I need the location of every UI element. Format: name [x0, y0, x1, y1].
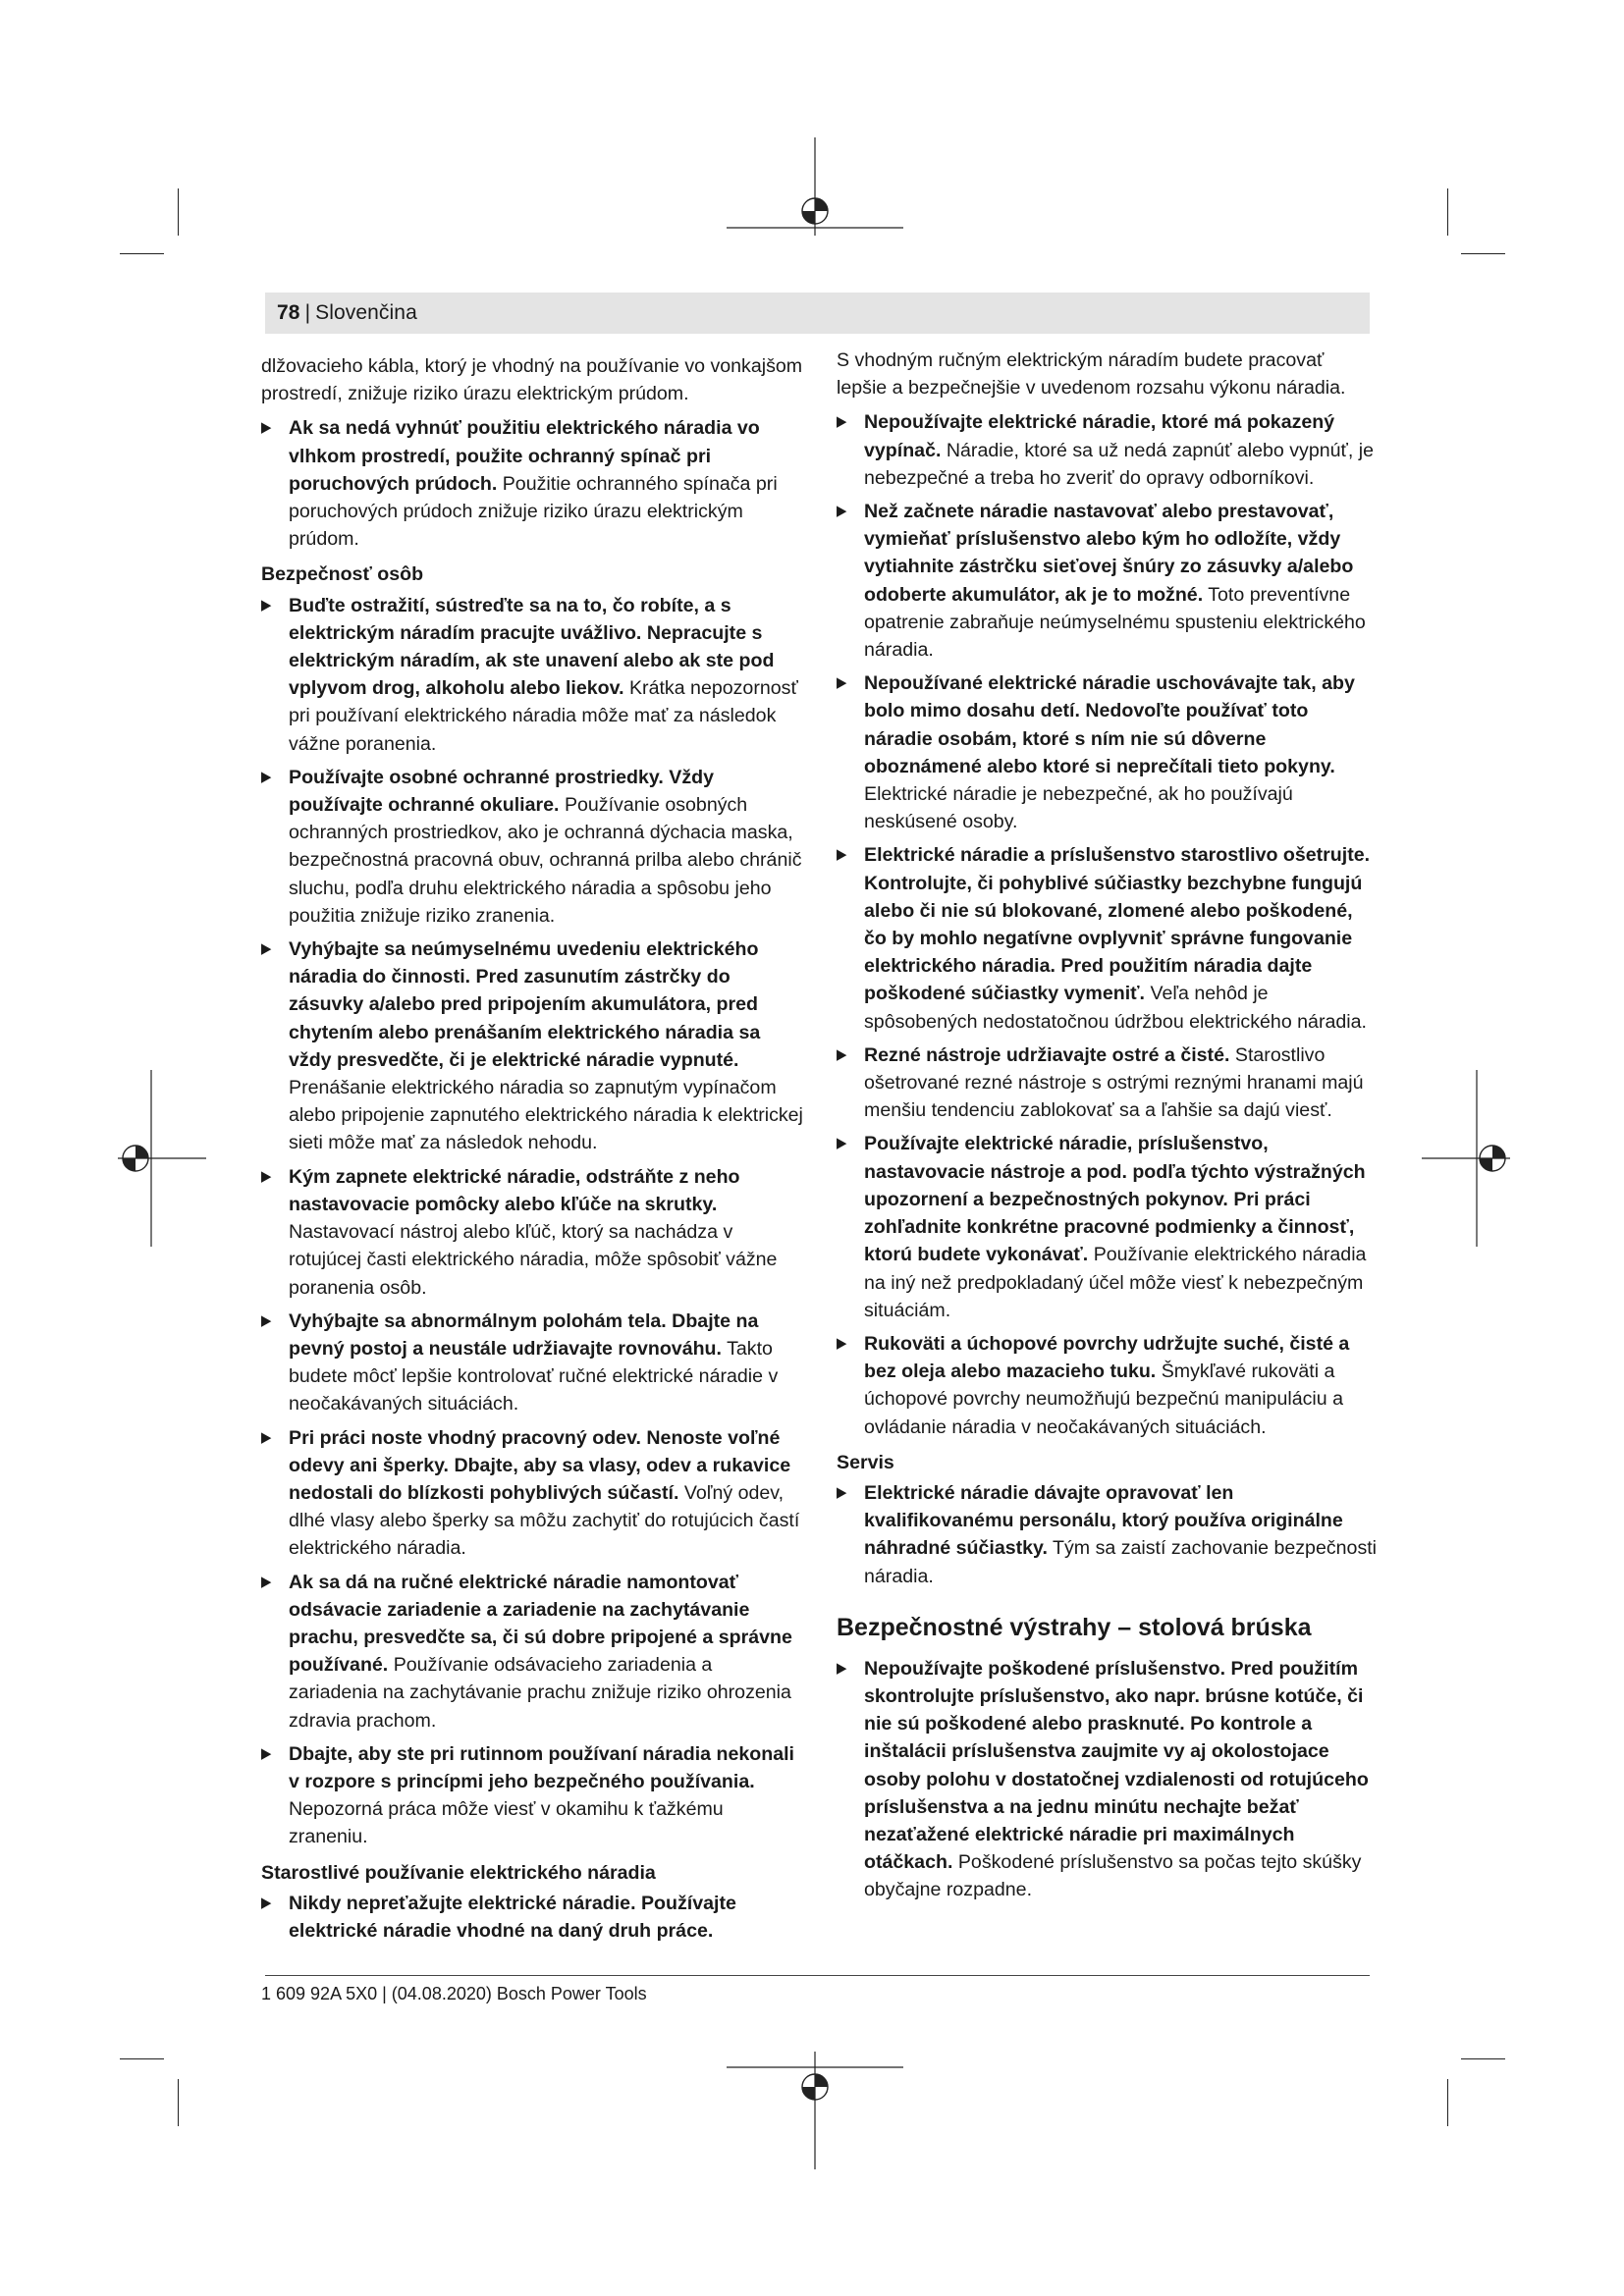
page-number: 78	[277, 301, 300, 324]
item-bold-text: Než začnete náradie nastavovať alebo prestavovať, vymieňať príslušenstvo alebo kým ho odložíte, vždy vytiahnite zástrčku sieťovej šnúry zo zásuvky a/alebo odoberte akumulátor, ak je to možné.	[864, 501, 1354, 606]
bullet-arrow-icon: ▶	[261, 1428, 272, 1446]
bullet-arrow-icon: ▶	[837, 1659, 847, 1677]
crop-mark	[120, 253, 164, 254]
crop-mark	[178, 2079, 179, 2126]
list-item	[837, 1330, 1379, 1441]
list-item	[261, 1740, 803, 1851]
item-text: Tým sa zaistí zachovanie bezpečnosti náradia.	[864, 1537, 1378, 1587]
item-text: Nepozorná práca môže viesť v okamihu k ťažkému zraneniu.	[289, 1798, 724, 1848]
item-text: Takto budete môcť lepšie kontrolovať ručné elektrické náradie v neočakávaných situáciách.	[289, 1337, 779, 1415]
item-bold-text: Elektrické náradie dávajte opravovať len kvalifikovanému personálu, ktorý používa originálne náhradné súčiastky.	[864, 1481, 1343, 1560]
registration-mark-right-icon	[1422, 1070, 1520, 1247]
item-bold-text: Používajte elektrické náradie, príslušenstvo, nastavovacie nástroje a pod. podľa týchto výstražných upozornení a bezpečnostných pokynov. Pri práci zohľadnite konkrétne pracovné podmienky a činnosť, ktorú budete vykonávať.	[864, 1133, 1366, 1266]
item-text: Poškodené príslušenstvo sa počas tejto skúšky obyčajne rozpadne.	[864, 1851, 1362, 1901]
item-bold-text: Nepoužívané elektrické náradie uschovávajte tak, aby bolo mimo dosahu detí. Nedovoľte používať toto náradie osobám, ktoré s ním nie sú dôverne oboznámené alebo ktoré si neprečítali tieto pokyny.	[864, 672, 1355, 777]
item-bold-text: Rezné nástroje udržiavajte ostré a čisté.	[864, 1043, 1230, 1066]
subheading: Bezpečnosť osôb	[261, 563, 424, 586]
list-item	[837, 1479, 1379, 1590]
item-text: Používanie odsávacieho zariadenia a zariadenia na zachytávanie prachu znižuje riziko ohrozenia zdravia prachom.	[289, 1654, 791, 1732]
page-footer: 1 609 92A 5X0 | (04.08.2020) Bosch Power Tools	[261, 1984, 647, 2003]
registration-mark-top-icon	[727, 137, 903, 255]
crop-mark	[1447, 188, 1448, 236]
bullet-arrow-icon: ▶	[837, 1334, 847, 1352]
list-item	[261, 1308, 803, 1418]
list-item	[837, 1130, 1379, 1323]
item-text: Elektrické náradie je nebezpečné, ak ho používajú neskúsené osoby.	[864, 783, 1293, 833]
subheading: Starostlivé používanie elektrického náradia	[261, 1861, 656, 1884]
page-header	[265, 293, 1370, 334]
list-item	[837, 408, 1379, 492]
list-item	[837, 841, 1379, 1035]
bullet-arrow-icon: ▶	[261, 1744, 272, 1762]
crop-mark	[1461, 2058, 1505, 2059]
section-title: Bezpečnostné výstrahy – stolová brúska	[837, 1613, 1312, 1641]
list-item	[837, 498, 1379, 664]
item-text: Šmykľavé rukoväti a úchopové povrchy neumožňujú bezpečnú manipuláciu a ovládanie náradia v neočakávaných situáciách.	[864, 1361, 1343, 1438]
item-bold-text: Nikdy nepreťažujte elektrické náradie. Používajte elektrické náradie vhodné na daný druh práce.	[289, 1892, 736, 1942]
item-bold-text: Používajte osobné ochranné prostriedky. Vždy používajte ochranné okuliare.	[289, 766, 714, 817]
list-item	[261, 764, 803, 930]
bullet-arrow-icon: ▶	[261, 1573, 272, 1590]
crop-mark	[178, 188, 179, 236]
list-item	[261, 1163, 803, 1302]
bullet-arrow-icon: ▶	[261, 1311, 272, 1329]
item-bold-text: Vyhýbajte sa abnormálnym polohám tela. Dbajte na pevný postoj a neustále udržiavajte rovnováhu.	[289, 1309, 759, 1360]
item-bold-text: Nepoužívajte poškodené príslušenstvo. Pred použitím skontrolujte príslušenstvo, ako napr. brúsne kotúče, či nie sú poškodené alebo prasknuté. Po kontrole a inštalácii príslušenstva zaujmite vy aj okolostojace osoby polohu v dostatočnej vzdialenosti od rotujúceho príslušenstva a na jednu minútu nechajte bežať nezaťažené elektrické náradie pri maximálnych otáčkach.	[864, 1657, 1369, 1874]
header-language: Slovenčina	[315, 301, 417, 324]
item-bold-text: Dbajte, aby ste pri rutinnom používaní náradia nekonali v rozpore s princípmi jeho bezpečného používania.	[289, 1742, 794, 1792]
list-item	[261, 935, 803, 1157]
item-text: Krátka nepozornosť pri používaní elektrického náradia môže mať za následok vážne poranenia.	[289, 677, 798, 755]
item-bold-text: Kým zapnete elektrické náradie, odstráňte z neho nastavovacie pomôcky alebo kľúče na skrutky.	[289, 1165, 740, 1215]
item-bold-text: Rukoväti a úchopové povrchy udržujte suché, čisté a bez oleja alebo mazacieho tuku.	[864, 1332, 1350, 1383]
registration-mark-left-icon	[108, 1070, 206, 1247]
registration-mark-bottom-icon	[727, 2032, 903, 2179]
item-bold-text: Elektrické náradie a príslušenstvo starostlivo ošetrujte. Kontrolujte, či pohyblivé súčiastky bezchybne fungujú alebo či nie sú blokované, zlomené alebo poškodené, čo by mohlo negatívne ovplyvniť správne fungovanie elektrického náradia. Pred použitím náradia dajte poškodené súčiastky vymeniť.	[864, 844, 1371, 1005]
bullet-arrow-icon: ▶	[837, 1045, 847, 1063]
item-text: Starostlivo ošetrované rezné nástroje s ostrými reznými hranami majú menšiu tendenciu zablokovať sa a ľahšie sa dajú viesť.	[864, 1043, 1364, 1122]
list-item	[261, 1569, 803, 1735]
footer-divider	[265, 1975, 1370, 1976]
bullet-arrow-icon: ▶	[261, 1894, 272, 1911]
item-text: Prenášanie elektrického náradia so zapnutým vypínačom alebo pripojenie zapnutého elektrického náradia k elektrickej sieti môže mať za následok nehodu.	[289, 1077, 803, 1154]
bullet-arrow-icon: ▶	[837, 413, 847, 431]
item-text: Použitie ochranného spínača pri poruchových prúdoch znižuje riziko úrazu elektrickým prúdom.	[289, 472, 778, 551]
item-text: Veľa nehôd je spôsobených nedostatočnou údržbou elektrického náradia.	[864, 983, 1367, 1033]
item-bold-text: Ak sa nedá vyhnúť použitiu elektrického náradia vo vlhkom prostredí, použite ochranný spínač pri poruchových prúdoch.	[289, 417, 760, 495]
list-item	[261, 414, 803, 553]
item-text: Náradie, ktoré sa už nedá zapnúť alebo vypnúť, je nebezpečné a treba ho zveriť do opravy odborníkovi.	[864, 439, 1375, 489]
bullet-arrow-icon: ▶	[837, 503, 847, 520]
subheading: Servis	[837, 1451, 894, 1473]
crop-mark	[1461, 253, 1505, 254]
item-bold-text: Pri práci noste vhodný pracovný odev. Nenoste voľné odevy ani šperky. Dbajte, aby sa vlasy, odev a rukavice nedostali do blízkosti pohyblivých súčastí.	[289, 1426, 791, 1504]
list-item	[837, 1655, 1379, 1904]
bullet-arrow-icon: ▶	[837, 1135, 847, 1152]
list-item	[837, 669, 1379, 835]
item-text: Používanie elektrického náradia na iný než predpokladaný účel môže viesť k nebezpečným situáciám.	[864, 1244, 1367, 1321]
bullet-arrow-icon: ▶	[837, 846, 847, 864]
list-item	[837, 1041, 1379, 1125]
continued-paragraph: dlžovacieho kábla, ktorý je vhodný na používanie vo vonkajšom prostredí, znižuje riziko úrazu elektrickým prúdom.	[261, 355, 803, 405]
crop-mark	[120, 2058, 164, 2059]
crop-mark	[1447, 2079, 1448, 2126]
item-text: Toto preventívne opatrenie zabraňuje neúmyselnému spusteniu elektrického náradia.	[864, 583, 1366, 662]
list-item	[261, 592, 803, 758]
continued-paragraph: S vhodným ručným elektrickým náradím budete pracovať lepšie a bezpečnejšie v uvedenom rozsahu výkonu náradia.	[837, 349, 1346, 400]
item-bold-text: Vyhýbajte sa neúmyselnému uvedeniu elektrického náradia do činnosti. Pred zasunutím zástrčky do zásuvky a/alebo pred pripojením akumulátora, pred chytením alebo prenášaním elektrického náradia sa vždy presvedčte, či je elektrické náradie vypnuté.	[289, 938, 761, 1071]
right-column	[837, 347, 1379, 1910]
bullet-arrow-icon: ▶	[837, 674, 847, 692]
bullet-arrow-icon: ▶	[261, 940, 272, 958]
item-text: Používanie osobných ochranných prostriedkov, ako je ochranná dýchacia maska, bezpečnostná pracovná obuv, ochranná prilba alebo chránič sluchu, podľa druhu elektrického náradia a spôsobu jeho použitia znižuje riziko zranenia.	[289, 794, 802, 927]
header-separator: |	[304, 301, 311, 324]
bullet-arrow-icon: ▶	[837, 1483, 847, 1501]
list-item	[261, 1424, 803, 1563]
left-column	[261, 352, 803, 1950]
item-text: Nastavovací nástroj alebo kľúč, ktorý sa nachádza v rotujúcej časti elektrického náradia, môže spôsobiť vážne poranenia osôb.	[289, 1221, 778, 1299]
item-text: Voľný odev, dlhé vlasy alebo šperky sa môžu zachytiť do rotujúcich častí elektrického náradia.	[289, 1481, 800, 1560]
item-bold-text: Nepoužívajte elektrické náradie, ktoré má pokazený vypínač.	[864, 411, 1335, 461]
item-bold-text: Buďte ostražití, sústreďte sa na to, čo robíte, a s elektrickým náradím pracujte uvážlivo. Nepracujte s elektrickým náradím, ak ste unavení alebo ak ste pod vplyvom drog, alkoholu alebo liekov.	[289, 594, 775, 700]
bullet-arrow-icon: ▶	[261, 768, 272, 785]
bullet-arrow-icon: ▶	[261, 1167, 272, 1185]
bullet-arrow-icon: ▶	[261, 596, 272, 614]
item-bold-text: Ak sa dá na ručné elektrické náradie namontovať odsávacie zariadenie a zariadenie na zachytávanie prachu, presvedčte sa, či sú dobre pripojené a správne používané.	[289, 1571, 792, 1677]
list-item	[261, 1890, 803, 1945]
bullet-arrow-icon: ▶	[261, 419, 272, 437]
